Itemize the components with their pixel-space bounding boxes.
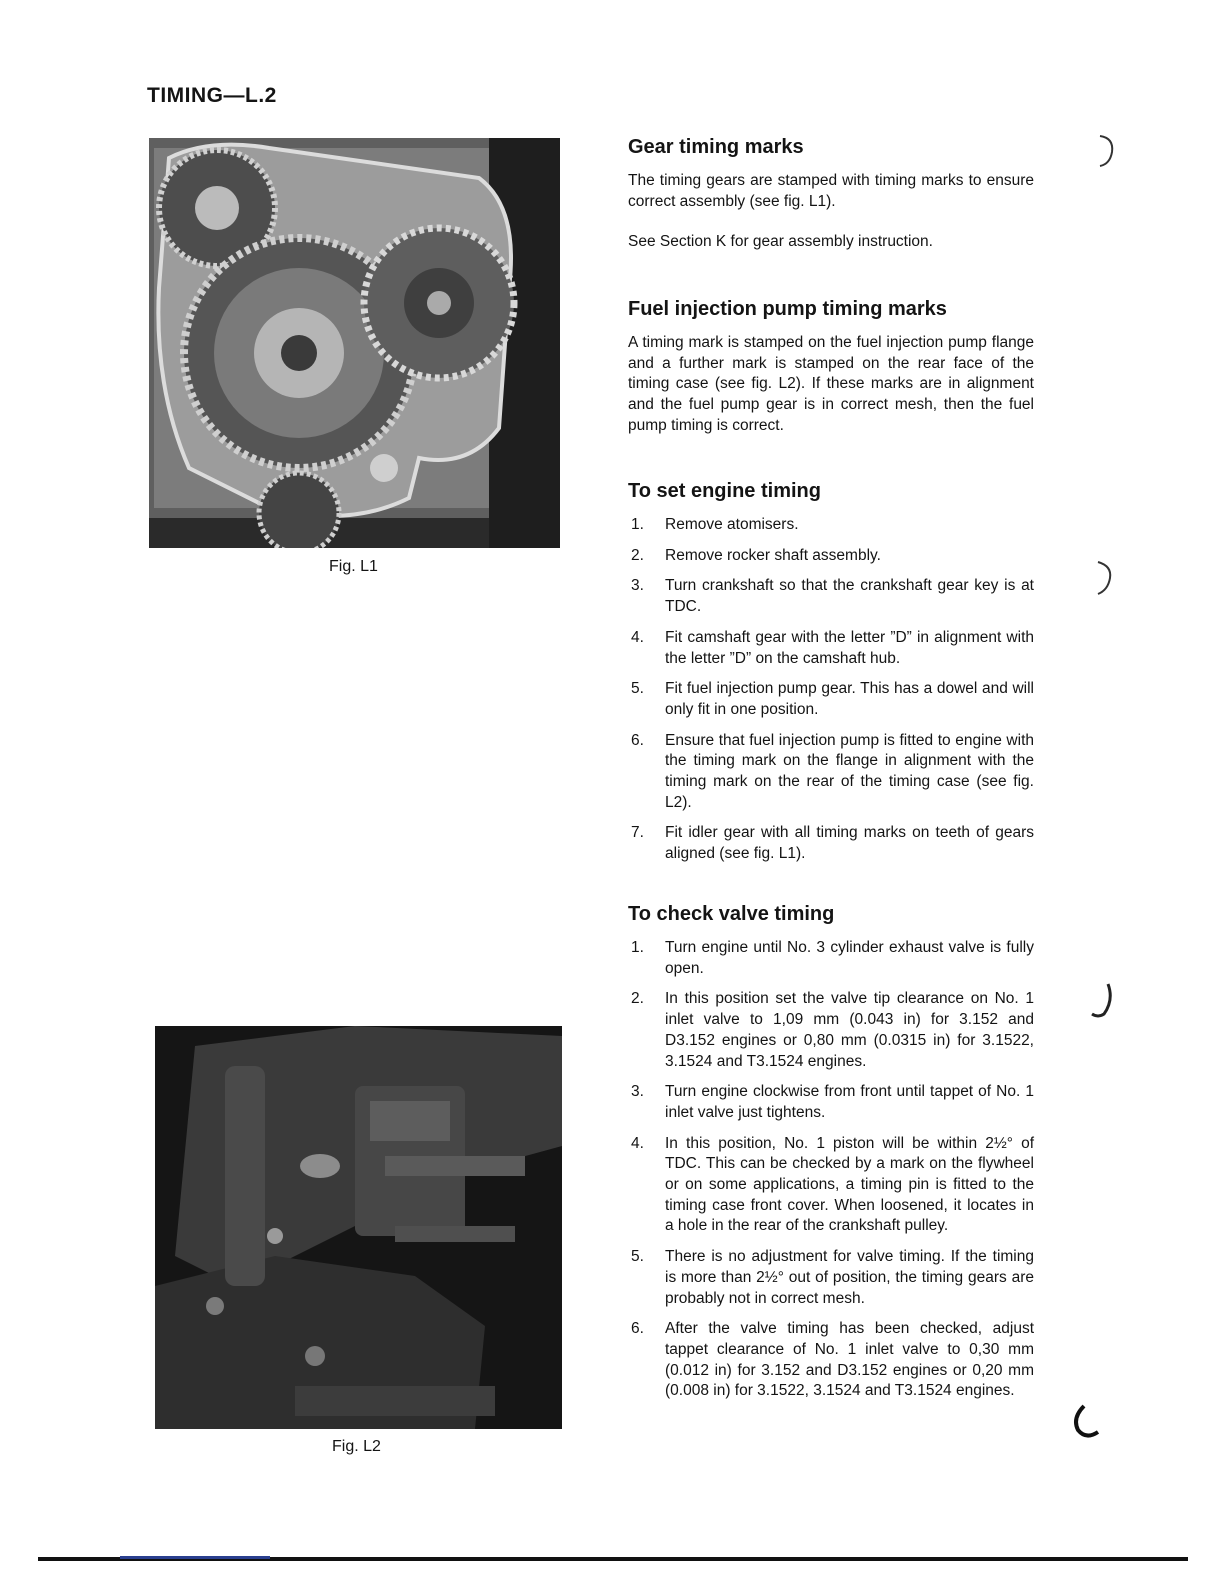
section-fuel-pump-timing-marks [628, 297, 1034, 457]
list-item: 1. Remove atomisers. [631, 516, 799, 533]
footer-rule-accent [120, 1556, 270, 1559]
figure-l2-caption: Fig. L2 [332, 1438, 381, 1455]
section-set-engine-timing [628, 479, 1034, 875]
page-header-title: TIMING—L.2 [147, 84, 277, 107]
list-set-engine-timing [628, 515, 1034, 865]
paragraph-gear-timing-2: See Section K for gear assembly instruction. [628, 233, 933, 251]
section-check-valve-timing [628, 902, 1034, 1412]
list-item: 1. Turn engine until No. 3 cylinder exhaust valve is fully open. [631, 939, 1034, 977]
list-item: 2. Remove rocker shaft assembly. [631, 546, 881, 564]
list-item: 6. After the valve timing has been checked, adjust tappet clearance of No. 1 inlet valve to 0,30 mm (0.012 in) for 3.152 and D3.152 engines or 0,20 mm (0.008 in) for 3.1522, 3.1524 and T3.1524 engines. [631, 1320, 1034, 1400]
heading-fuel-pump-timing-marks: Fuel injection pump timing marks [628, 298, 947, 320]
list-item: 4. In this position, No. 1 piston will be within 2½° of TDC. This can be checked by a mark on the flywheel or on some applications, a timing pin is fitted to the timing case front cover. When loosened, it locates in a hole in the rear of the crankshaft pulley. [631, 1134, 1034, 1235]
binder-hole-mark-icon [1090, 556, 1120, 598]
list-item: 5. Fit fuel injection pump gear. This has a dowel and will only fit in one position. [631, 680, 1034, 718]
list-item: 6. Ensure that fuel injection pump is fitted to engine with the timing mark on the flange in alignment with the timing mark on the rear of the timing case (see fig. L2). [631, 731, 1034, 811]
figure-l2-fuel-pump-photo [155, 1026, 562, 1429]
list-item: 2. In this position set the valve tip clearance on No. 1 inlet valve to 1,09 mm (0.043 in) for 3.152 and D3.152 engines or 0,80 mm (0.0315 in) for 3.1522, 3.1524 and T3.1524 engines. [631, 990, 1034, 1070]
paragraph-fuel-pump-timing: A timing mark is stamped on the fuel injection pump flange and a further mark is stamped on the rear face of the timing case (see fig. L2). If these marks are in alignment and the fuel pump gear is in correct mesh, then the fuel pump timing is correct. [628, 334, 1034, 434]
binder-hole-mark-icon [1086, 980, 1120, 1022]
figure-l1-timing-gears-photo [149, 138, 560, 548]
section-gear-timing-marks [628, 135, 1034, 273]
list-item: 4. Fit camshaft gear with the letter ”D” in alignment with the letter ”D” on the camshaft hub. [631, 628, 1034, 667]
list-check-valve-timing [628, 938, 1034, 1402]
heading-set-engine-timing: To set engine timing [628, 480, 821, 502]
heading-check-valve-timing: To check valve timing [628, 903, 835, 925]
paragraph-gear-timing-1: The timing gears are stamped with timing marks to ensure correct assembly (see fig. L1). [628, 172, 1034, 210]
list-item: 5. There is no adjustment for valve timing. If the timing is more than 2½° out of position, the timing gears are probably not in correct mesh. [631, 1248, 1034, 1307]
heading-gear-timing-marks: Gear timing marks [628, 136, 804, 158]
list-item: 7. Fit idler gear with all timing marks on teeth of gears aligned (see fig. L1). [631, 824, 1034, 863]
binder-hole-mark-icon [1092, 130, 1122, 170]
figure-l1-caption: Fig. L1 [329, 558, 378, 575]
list-item: 3. Turn crankshaft so that the crankshaft gear key is at TDC. [631, 577, 1034, 616]
list-item: 3. Turn engine clockwise from front until tappet of No. 1 inlet valve just tightens. [631, 1083, 1034, 1121]
binder-hole-mark-icon [1070, 1400, 1106, 1442]
